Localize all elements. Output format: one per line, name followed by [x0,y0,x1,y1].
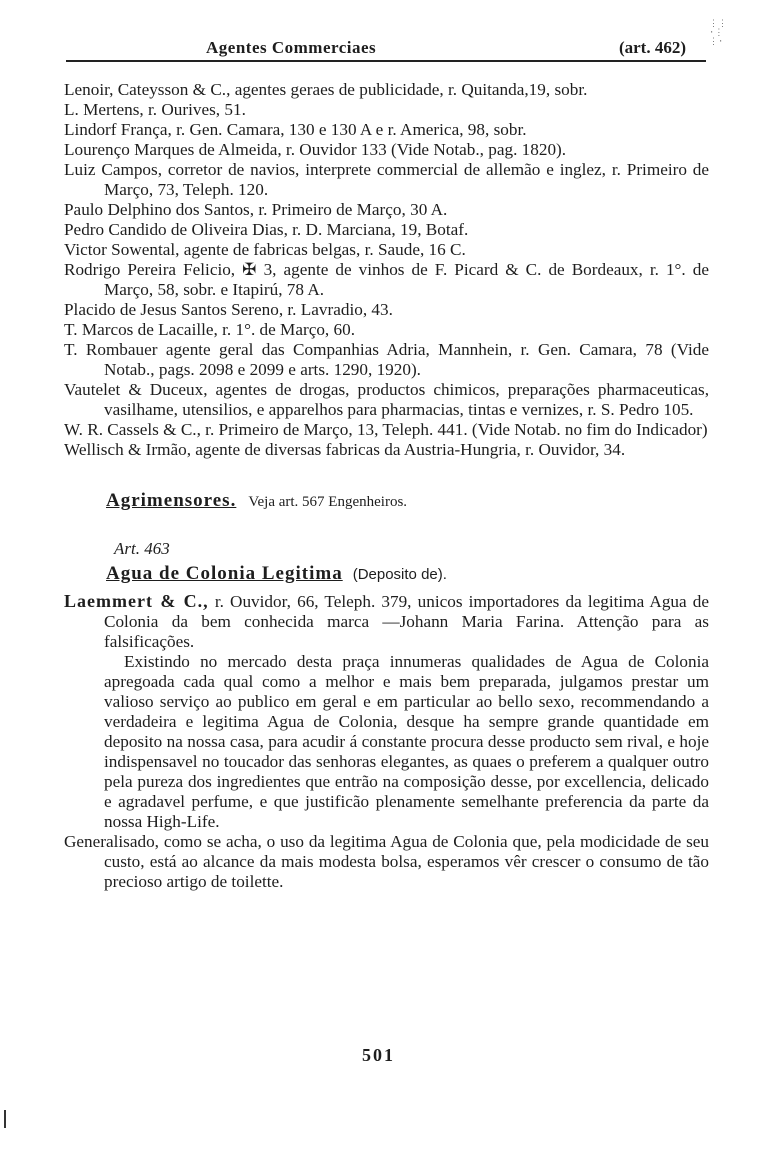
margin-mark [4,1110,6,1128]
firm-details: r. Ouvidor, 66, Teleph. 379, unicos importadores da legitima Agua de Colonia da bem conhecida marca —Johann Maria Farina. Attenção para as falsificações. [104,592,710,651]
list-item: Luiz Campos, corretor de navios, interprete commercial de allemão e inglez, r. Primeiro de Março, 73, Teleph. 120. [64,160,709,199]
list-item: Lenoir, Cateysson & C., agentes geraes de publicidade, r. Quitanda,19, sobr. [64,80,588,99]
article-title: Agua de Colonia Legitima [106,563,343,584]
agrimensores-heading [64,490,709,513]
advert-paragraph: Existindo no mercado desta praça innumeras qualidades de Agua de Colonia apregoada cada qual como a melhor e mais bem preparada, julgamos prestar um valioso serviço ao publico em geral e em particular ao bello sexo, recommendando a verdadeira e legitima Agua de Colonia, desque ha sempre grande quantidade em deposito na nossa casa, para acudir á constante procura desse producto sem rival, e hoje indispensavel no toucador das senhoras elegantes, as quaes o preferem a qualquer outro pela pureza dos ingredientes que entrão na composição desse, por excellencia, delicado e agradavel perfume, e que justificão plenamente semelhante preferencia da parte da nossa High-Life. [104,652,709,831]
spacer [64,460,709,490]
list-item: W. R. Cassels & C., r. Primeiro de Março, 13, Teleph. 441. (Vide Notab. no fim do Indicador) [64,420,708,439]
list-item: Rodrigo Pereira Felicio, ✠ 3, agente de vinhos de F. Picard & C. de Bordeaux, r. 1°. de Março, 58, sobr. e Itapirú, 78 A. [64,260,709,299]
list-item: Placido de Jesus Santos Sereno, r. Lavradio, 43. [64,300,393,319]
firm-name: Laemmert & C., [64,591,209,611]
header-article-number: (art. 462) [618,38,686,57]
spacer [64,513,709,537]
page-number: 501 [362,1045,395,1065]
list-item: Vautelet & Duceux, agentes de drogas, productos chimicos, preparações pharmaceuticas, vasilhame, utensilios, e apparelhos para pharmacias, tintas e vernizes, r. S. Pedro 105. [64,380,709,419]
list-item: Lindorf França, r. Gen. Camara, 130 e 130 A e r. America, 98, sobr. [64,120,527,139]
agent-list [64,80,709,460]
list-item: Wellisch & Irmão, agente de diversas fabricas da Austria-Hungria, r. Ouvidor, 34. [64,440,626,459]
list-item: T. Rombauer agente geral das Companhias Adria, Mannhein, r. Gen. Camara, 78 (Vide Notab., pags. 2098 e 2099 e arts. 1290, 1920). [64,340,709,379]
list-item: Pedro Candido de Oliveira Dias, r. D. Marciana, 19, Botaf. [64,220,469,239]
list-item: Paulo Delphino dos Santos, r. Primeiro de Março, 30 A. [64,200,448,219]
list-item: T. Marcos de Lacaille, r. 1°. de Março, 60. [64,320,355,339]
list-item: Lourenço Marques de Almeida, r. Ouvidor 133 (Vide Notab., pag. 1820). [64,140,567,159]
article-subtitle: (Deposito de). [352,566,447,583]
laemmert-entry [64,591,709,652]
article-label: Art. 463 [114,539,170,558]
list-item: L. Mertens, r. Ourives, 51. [64,100,246,119]
running-header [66,38,706,62]
page-content [64,80,709,892]
article-heading [106,563,709,585]
agrimensores-title: Agrimensores. [106,490,237,511]
list-item: Victor Sowental, agente de fabricas belgas, r. Saude, 16 C. [64,240,466,259]
agrimensores-reference: Veja art. 567 Engenheiros. [248,494,408,510]
corner-print-specks: ⋮⋮ ⋅⋮ ⋮⋅ [709,19,727,47]
header-title: Agentes Commerciaes [206,38,377,57]
advert-paragraph-closing: Generalisado, como se acha, o uso da legitima Agua de Colonia que, pela modicidade de seu custo, está ao alcance da mais modesta bolsa, esperamos vêr crescer o consumo de tão precioso artigo de toilette. [64,832,709,891]
